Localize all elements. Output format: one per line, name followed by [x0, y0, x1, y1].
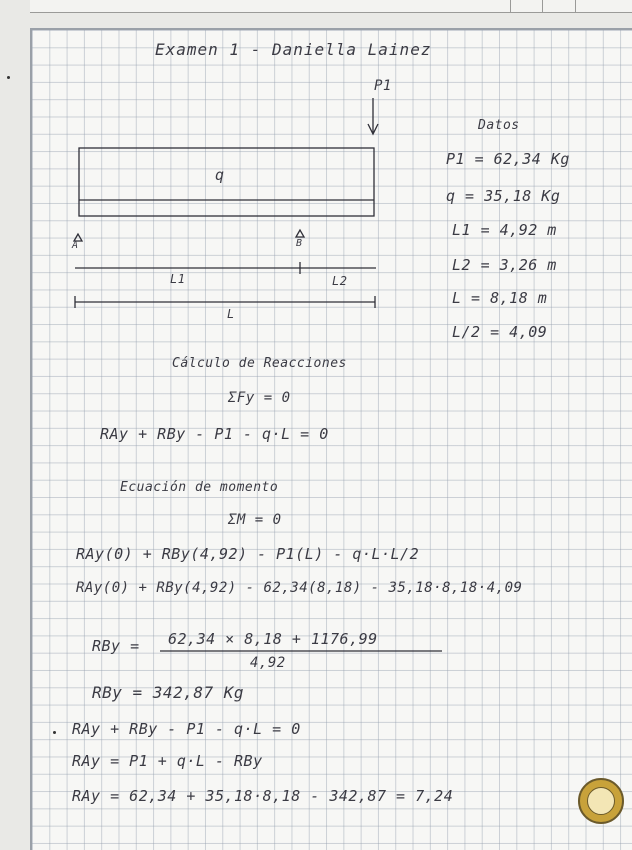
equation-line: RAy = P1 + q·L - RBy: [72, 752, 263, 770]
sum-moment-equation: ΣM = 0: [228, 512, 282, 528]
support-a-label: A: [72, 240, 79, 251]
equation-line: RAy(0) + RBy(4,92) - P1(L) - q·L·L/2: [76, 545, 420, 563]
equation-line: RAy + RBy - P1 - q·L = 0: [100, 425, 329, 443]
sum-fy-equation: ΣFy = 0: [228, 390, 291, 406]
datos-heading: Datos: [478, 118, 520, 133]
rby-numerator: 62,34 × 8,18 + 1176,99: [168, 630, 378, 648]
equation-line: RAy + RBy - P1 - q·L = 0: [72, 720, 301, 738]
beam-body: [79, 148, 374, 216]
datos-item: q = 35,18 Kg: [446, 187, 561, 205]
dimension-l1-label: L1: [170, 272, 186, 286]
datos-item: L1 = 4,92 m: [452, 221, 557, 239]
support-b-label: B: [296, 238, 303, 249]
datos-item: L = 8,18 m: [452, 289, 548, 307]
datos-item: L2 = 3,26 m: [452, 256, 557, 274]
equation-line: RAy(0) + RBy(4,92) - 62,34(8,18) - 35,18·8,18·4,09: [76, 580, 523, 596]
load-label: P1: [374, 78, 392, 94]
dimension-l2-label: L2: [332, 274, 348, 288]
distributed-load-label: q: [215, 166, 225, 184]
datos-item: L/2 = 4,09: [452, 323, 548, 341]
stamp-seal: [578, 778, 624, 824]
stamp-seal-center: [587, 787, 615, 815]
page-title: Examen 1 - Daniella Lainez: [155, 40, 432, 59]
bullet-dot: [53, 731, 56, 734]
moment-heading: Ecuación de momento: [120, 480, 279, 495]
equation-line: RAy = 62,34 + 35,18·8,18 - 342,87 = 7,24: [72, 787, 454, 805]
datos-item: P1 = 62,34 Kg: [446, 150, 570, 168]
rby-label: RBy =: [92, 637, 140, 655]
rby-denominator: 4,92: [250, 655, 286, 671]
support-b-triangle: [296, 230, 304, 237]
rby-result: RBy = 342,87 Kg: [92, 683, 244, 702]
dimension-l-label: L: [227, 307, 235, 321]
calc-heading: Cálculo de Reacciones: [172, 356, 347, 371]
